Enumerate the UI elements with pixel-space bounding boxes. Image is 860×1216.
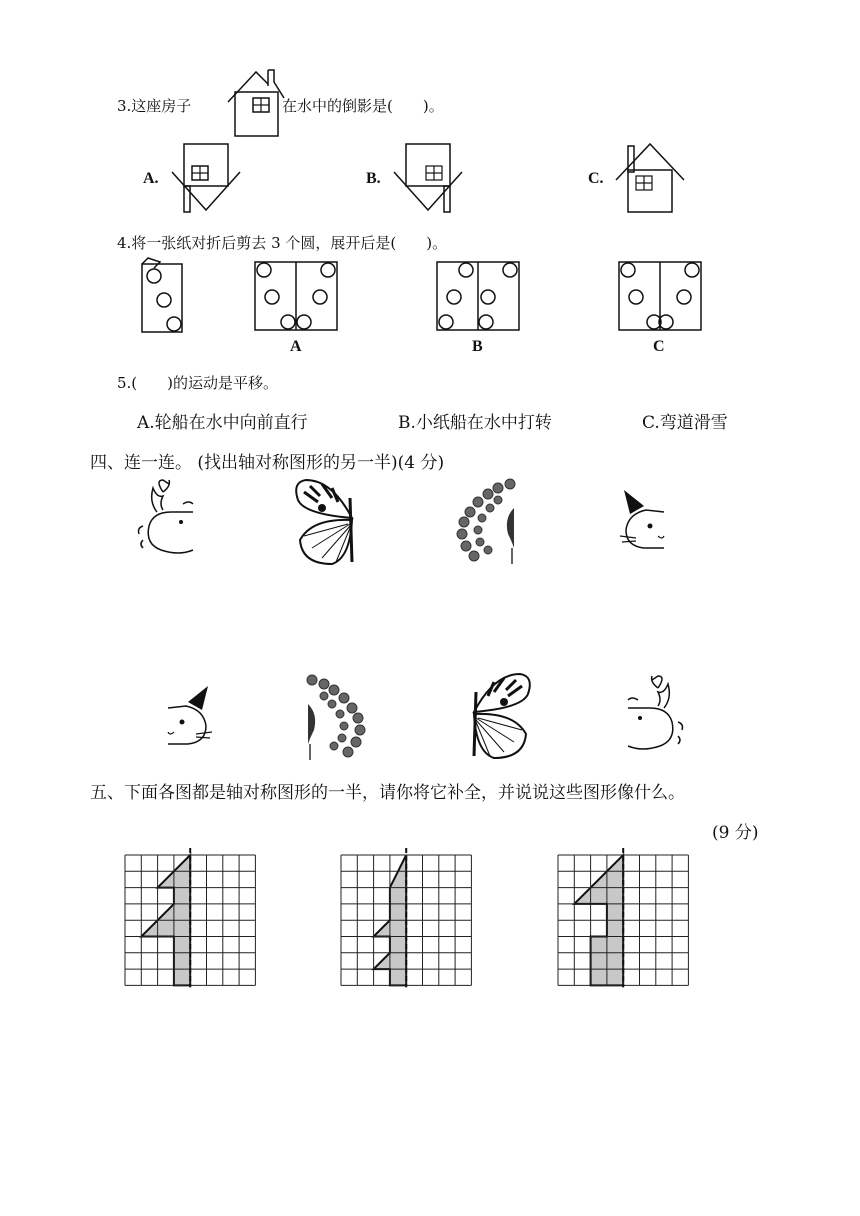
q3-option-b-label[interactable]: B.: [366, 170, 381, 187]
section4-title: 四、连一连。 (找出轴对称图形的另一半)(4 分): [90, 453, 445, 473]
crab-half-icon[interactable]: [135, 478, 197, 564]
q3-option-a-label[interactable]: A.: [143, 170, 159, 187]
section5-title: 五、下面各图都是轴对称图形的一半，请你将它补全，并说说这些图形像什么。: [90, 783, 685, 803]
q3-suffix: 在水中的倒影是( )。: [282, 97, 444, 115]
q4-option-b-figure[interactable]: [436, 261, 520, 331]
peacock-half-icon[interactable]: [454, 478, 520, 568]
symmetry-grid-1[interactable]: [124, 854, 256, 988]
peacock-half-icon[interactable]: [302, 674, 368, 764]
q3-option-c-label[interactable]: C.: [588, 170, 604, 187]
q5-option-c[interactable]: C.弯道滑雪: [642, 413, 728, 433]
q3-option-c-figure[interactable]: [614, 142, 689, 214]
house-figure: [226, 68, 286, 138]
q4-option-b-label[interactable]: B: [472, 338, 483, 355]
q3-option-a-figure[interactable]: [170, 140, 245, 215]
q4-option-a-figure[interactable]: [254, 261, 338, 331]
q3-option-b-figure[interactable]: [392, 140, 467, 215]
q5-option-b[interactable]: B.小纸船在水中打转: [398, 413, 552, 433]
q5-option-a[interactable]: A.轮船在水中向前直行: [137, 413, 308, 433]
folded-paper-figure: [138, 256, 188, 336]
butterfly-half-icon[interactable]: [292, 478, 362, 568]
cat-half-icon[interactable]: [166, 680, 214, 750]
section5-score: (9 分): [712, 823, 759, 843]
q4-option-c-figure[interactable]: [618, 261, 702, 331]
q4-question: 4.将一张纸对折后剪去 3 个圆，展开后是( )。: [117, 234, 448, 252]
crab-half-icon[interactable]: [624, 674, 686, 760]
symmetry-grid-2[interactable]: [340, 854, 472, 988]
butterfly-half-icon[interactable]: [464, 672, 534, 762]
q4-option-c-label[interactable]: C: [653, 338, 665, 355]
q3-prefix: 3.这座房子: [117, 97, 192, 115]
q4-option-a-label[interactable]: A: [290, 338, 302, 355]
q5-question: 5.( )的运动是平移。: [117, 374, 279, 392]
cat-half-icon[interactable]: [618, 484, 666, 554]
symmetry-grid-3[interactable]: [557, 854, 689, 988]
